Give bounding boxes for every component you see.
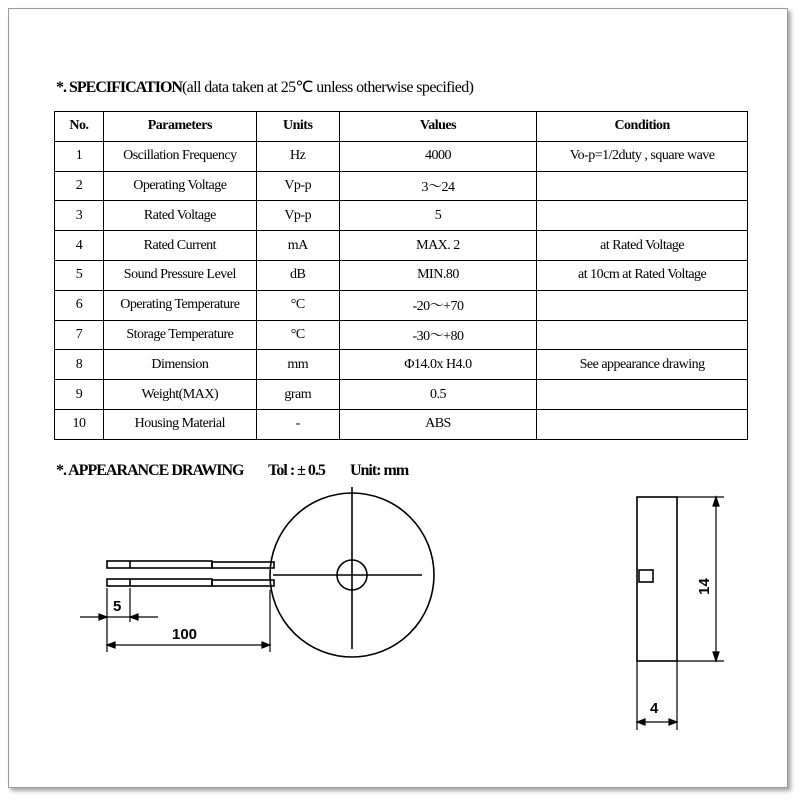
cell-unit: Hz (256, 141, 339, 171)
cell-parameter: Dimension (103, 350, 256, 380)
cell-unit: - (256, 409, 339, 439)
cell-value: MAX. 2 (339, 231, 537, 261)
cell-value: 0.5 (339, 380, 537, 410)
cell-condition: Vo-p=1/2duty , square wave (537, 141, 748, 171)
appearance-title: *. APPEARANCE DRAWING (56, 462, 244, 479)
cell-parameter: Operating Voltage (103, 171, 256, 201)
specification-note: (all data taken at 25℃ unless otherwise specified) (181, 79, 474, 96)
side-dimension-lines (637, 497, 724, 730)
cell-parameter: Rated Current (103, 231, 256, 261)
header-parameters: Parameters (103, 112, 256, 142)
cell-unit: °C (256, 320, 339, 350)
cell-unit: Vp-p (256, 171, 339, 201)
cell-parameter: Weight(MAX) (103, 380, 256, 410)
cell-value: 5 (339, 201, 537, 231)
cell-value: 4000 (339, 141, 537, 171)
header-values: Values (339, 112, 537, 142)
cell-parameter: Rated Voltage (103, 201, 256, 231)
cell-no: 3 (55, 201, 104, 231)
cell-no: 4 (55, 231, 104, 261)
cell-no: 5 (55, 260, 104, 290)
specification-title: *. SPECIFICATION (56, 79, 182, 96)
dim-thickness: 4 (650, 700, 659, 717)
cell-no: 7 (55, 320, 104, 350)
cell-no: 2 (55, 171, 104, 201)
dim-height: 14 (695, 578, 713, 595)
cell-unit: Vp-p (256, 201, 339, 231)
header-no: No. (55, 112, 104, 142)
side-view-terminal (639, 570, 653, 582)
cell-no: 1 (55, 141, 104, 171)
cell-no: 10 (55, 409, 104, 439)
cell-parameter: Operating Temperature (103, 290, 256, 320)
cell-parameter: Storage Temperature (103, 320, 256, 350)
cell-no: 9 (55, 380, 104, 410)
cell-no: 6 (55, 290, 104, 320)
cell-condition: See appearance drawing (537, 350, 748, 380)
header-condition: Condition (537, 112, 748, 142)
wire-leads (107, 561, 274, 586)
cell-unit: °C (256, 290, 339, 320)
tolerance-label: Tol : ± 0.5 (268, 462, 325, 479)
cell-value: -20～+70 (339, 290, 537, 320)
cell-condition: at Rated Voltage (537, 231, 748, 261)
dim-wire-length: 100 (172, 626, 198, 643)
cell-no: 8 (55, 350, 104, 380)
cell-value: -30～+80 (339, 320, 537, 350)
cell-condition: at 10cm at Rated Voltage (537, 260, 748, 290)
cell-parameter: Oscillation Frequency (103, 141, 256, 171)
side-view-body (637, 497, 677, 661)
cell-value: 3～24 (339, 171, 537, 201)
cell-value: MIN.80 (339, 260, 537, 290)
unit-label: Unit: mm (349, 462, 409, 479)
cell-unit: mm (256, 350, 339, 380)
header-units: Units (256, 112, 339, 142)
cell-parameter: Sound Pressure Level (103, 260, 256, 290)
cell-unit: gram (256, 380, 339, 410)
cell-unit: dB (256, 260, 339, 290)
cell-value: ABS (339, 409, 537, 439)
cell-value: Φ14.0x H4.0 (339, 350, 537, 380)
cell-parameter: Housing Material (103, 409, 256, 439)
cell-unit: mA (256, 231, 339, 261)
dim-wire-strip: 5 (113, 598, 122, 615)
